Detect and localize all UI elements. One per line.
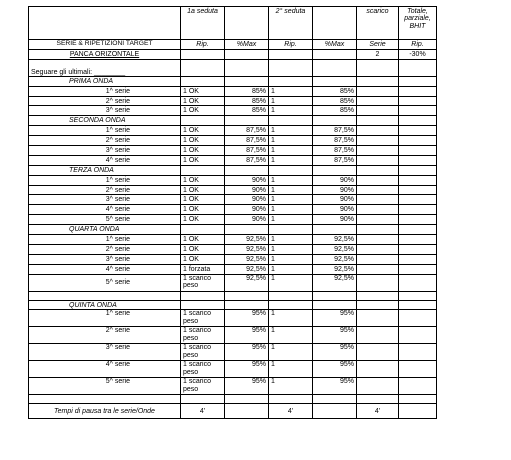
rip-session-2: 1 <box>269 175 313 185</box>
note-row <box>29 59 437 76</box>
rip-session-1: 1 OK <box>181 254 225 264</box>
rip-session-1: 1 scarico peso <box>181 327 225 344</box>
rip-session-1: 1 OK <box>181 96 225 106</box>
rip-session-2: 1 <box>269 146 313 156</box>
max-session-2: 95% <box>313 378 357 395</box>
rip-session-2: 1 <box>269 106 313 116</box>
rip-session-2: 1 <box>269 274 313 291</box>
spacer-row <box>29 395 437 404</box>
empty-cell <box>357 291 399 300</box>
serie-label: 2^ serie <box>29 185 181 195</box>
max-session-1: 92,5% <box>225 254 269 264</box>
empty-cell <box>181 165 225 175</box>
empty-cell <box>225 225 269 235</box>
empty-cell <box>399 300 437 310</box>
rest-time-session-1: 4' <box>181 404 225 419</box>
exercise-serie: 2 <box>357 49 399 59</box>
empty-cell <box>399 146 437 156</box>
max-session-2: 92,5% <box>313 254 357 264</box>
empty-cell <box>357 205 399 215</box>
max-session-2: 90% <box>313 205 357 215</box>
empty-cell <box>399 378 437 395</box>
wave-header-row <box>29 76 437 86</box>
empty-cell <box>399 165 437 175</box>
serie-label: 5^ serie <box>29 378 181 395</box>
max-session-1: 90% <box>225 215 269 225</box>
serie-row <box>29 195 437 205</box>
empty-cell <box>357 185 399 195</box>
empty-cell <box>399 175 437 185</box>
serie-label: 2^ serie <box>29 244 181 254</box>
subheader-serie: Serie <box>357 40 399 50</box>
max-session-1: 92,5% <box>225 274 269 291</box>
serie-label: 3^ serie <box>29 195 181 205</box>
header-totale: Totale, parziale, BHIT <box>399 7 437 40</box>
serie-label: 4^ serie <box>29 264 181 274</box>
empty-cell <box>269 291 313 300</box>
empty-cell <box>357 244 399 254</box>
serie-label: 1^ serie <box>29 175 181 185</box>
serie-row <box>29 244 437 254</box>
empty-cell <box>29 395 181 404</box>
rip-session-1: 1 forzata <box>181 264 225 274</box>
serie-label: 3^ serie <box>29 146 181 156</box>
max-session-2: 85% <box>313 106 357 116</box>
rip-session-1: 1 OK <box>181 205 225 215</box>
rip-session-1: 1 scarico peso <box>181 361 225 378</box>
empty-cell <box>357 264 399 274</box>
rip-session-2: 1 <box>269 215 313 225</box>
empty-cell <box>181 300 225 310</box>
wave-title: QUINTA ONDA <box>29 300 181 310</box>
max-session-1: 95% <box>225 361 269 378</box>
header-row <box>29 7 437 40</box>
rest-time-label: Tempi di pausa tra le serie/Onde <box>29 404 181 419</box>
max-session-2: 92,5% <box>313 235 357 245</box>
max-session-1: 90% <box>225 195 269 205</box>
rip-session-2: 1 <box>269 155 313 165</box>
wave-title: SECONDA ONDA <box>29 116 181 126</box>
empty-cell <box>357 225 399 235</box>
empty-cell <box>269 395 313 404</box>
serie-row <box>29 378 437 395</box>
empty-cell <box>181 76 225 86</box>
empty-cell <box>399 361 437 378</box>
serie-label: 5^ serie <box>29 215 181 225</box>
rip-session-2: 1 <box>269 235 313 245</box>
max-session-1: 95% <box>225 344 269 361</box>
serie-row <box>29 235 437 245</box>
empty-cell <box>357 86 399 96</box>
empty-cell <box>399 116 437 126</box>
wave-header-row <box>29 225 437 235</box>
serie-label: 2^ serie <box>29 96 181 106</box>
empty-cell <box>181 291 225 300</box>
empty-cell <box>357 165 399 175</box>
max-session-1: 87,5% <box>225 126 269 136</box>
empty-cell <box>399 310 437 327</box>
rip-session-1: 1 OK <box>181 195 225 205</box>
empty-cell <box>399 136 437 146</box>
max-session-1: 92,5% <box>225 244 269 254</box>
rip-session-2: 1 <box>269 126 313 136</box>
note-text: Seguare gli ultimali: ________ <box>29 59 181 76</box>
exercise-pct: -30% <box>399 49 437 59</box>
empty-cell <box>399 195 437 205</box>
serie-row <box>29 254 437 264</box>
rip-session-2: 1 <box>269 185 313 195</box>
max-session-2: 95% <box>313 361 357 378</box>
serie-row <box>29 106 437 116</box>
max-session-1: 90% <box>225 175 269 185</box>
serie-row <box>29 274 437 291</box>
max-session-2: 92,5% <box>313 244 357 254</box>
empty-cell <box>313 116 357 126</box>
serie-label: 3^ serie <box>29 106 181 116</box>
empty-cell <box>357 327 399 344</box>
empty-cell <box>399 254 437 264</box>
empty-cell <box>269 76 313 86</box>
rip-session-2: 1 <box>269 136 313 146</box>
max-session-2: 90% <box>313 195 357 205</box>
max-session-1: 92,5% <box>225 264 269 274</box>
empty-cell <box>357 395 399 404</box>
empty-cell <box>399 235 437 245</box>
empty-cell <box>399 86 437 96</box>
header-session-2: 2° seduta <box>269 7 313 40</box>
rip-session-1: 1 OK <box>181 244 225 254</box>
serie-row <box>29 327 437 344</box>
empty-cell <box>357 361 399 378</box>
max-session-1: 87,5% <box>225 136 269 146</box>
subheader-rip-1: Rip. <box>181 40 225 50</box>
empty-cell <box>357 126 399 136</box>
subheader-max-1: %Max <box>225 40 269 50</box>
empty-cell <box>313 300 357 310</box>
wave-header-row <box>29 165 437 175</box>
rip-session-2: 1 <box>269 361 313 378</box>
serie-label: 4^ serie <box>29 205 181 215</box>
empty-cell <box>399 274 437 291</box>
empty-cell <box>399 244 437 254</box>
serie-row <box>29 155 437 165</box>
serie-row <box>29 175 437 185</box>
exercise-name: PANCA ORIZONTALE <box>29 49 181 59</box>
empty-cell <box>357 378 399 395</box>
empty-cell <box>357 116 399 126</box>
rip-session-1: 1 OK <box>181 185 225 195</box>
header-blank-2 <box>313 7 357 40</box>
empty-cell <box>357 96 399 106</box>
rip-session-1: 1 OK <box>181 136 225 146</box>
empty-cell <box>313 395 357 404</box>
max-session-1: 85% <box>225 96 269 106</box>
empty-cell <box>29 291 181 300</box>
empty-cell <box>357 274 399 291</box>
empty-cell <box>225 291 269 300</box>
serie-row <box>29 86 437 96</box>
serie-row <box>29 310 437 327</box>
empty-cell <box>399 155 437 165</box>
serie-label: 4^ serie <box>29 361 181 378</box>
rest-time-scarico: 4' <box>357 404 399 419</box>
wave-header-row <box>29 116 437 126</box>
serie-row <box>29 264 437 274</box>
max-session-2: 95% <box>313 344 357 361</box>
rip-session-2: 1 <box>269 310 313 327</box>
empty-cell <box>357 76 399 86</box>
wave-title: TERZA ONDA <box>29 165 181 175</box>
max-session-1: 90% <box>225 205 269 215</box>
rip-session-2: 1 <box>269 264 313 274</box>
max-session-2: 90% <box>313 175 357 185</box>
max-session-1: 85% <box>225 86 269 96</box>
empty-cell <box>357 136 399 146</box>
rip-session-1: 1 scarico peso <box>181 310 225 327</box>
empty-cell <box>399 76 437 86</box>
rip-session-2: 1 <box>269 86 313 96</box>
empty-cell <box>357 175 399 185</box>
max-session-1: 95% <box>225 378 269 395</box>
empty-cell <box>357 235 399 245</box>
rip-session-2: 1 <box>269 195 313 205</box>
serie-row <box>29 344 437 361</box>
rip-session-1: 1 OK <box>181 215 225 225</box>
max-session-2: 87,5% <box>313 126 357 136</box>
empty-cell <box>225 116 269 126</box>
rip-session-2: 1 <box>269 96 313 106</box>
empty-cell <box>357 195 399 205</box>
empty-cell <box>357 310 399 327</box>
empty-cell <box>399 215 437 225</box>
max-session-1: 87,5% <box>225 146 269 156</box>
empty-cell <box>399 185 437 195</box>
serie-row <box>29 361 437 378</box>
max-session-2: 95% <box>313 327 357 344</box>
empty-cell <box>357 215 399 225</box>
empty-cell <box>399 205 437 215</box>
max-session-2: 87,5% <box>313 136 357 146</box>
rip-session-1: 1 scarico peso <box>181 344 225 361</box>
rip-session-2: 1 <box>269 327 313 344</box>
serie-label: 3^ serie <box>29 254 181 264</box>
max-session-2: 90% <box>313 185 357 195</box>
empty-cell <box>357 344 399 361</box>
max-session-1: 90% <box>225 185 269 195</box>
rip-session-1: 1 OK <box>181 155 225 165</box>
empty-cell <box>313 165 357 175</box>
footer-row <box>29 404 437 419</box>
serie-row <box>29 215 437 225</box>
empty-cell <box>269 300 313 310</box>
max-session-2: 85% <box>313 86 357 96</box>
rip-session-1: 1 OK <box>181 106 225 116</box>
exercise-row <box>29 49 437 59</box>
serie-label: 4^ serie <box>29 155 181 165</box>
max-session-2: 90% <box>313 215 357 225</box>
empty-cell <box>357 254 399 264</box>
header-scarico: scarico <box>357 7 399 40</box>
rip-session-2: 1 <box>269 378 313 395</box>
empty-cell <box>269 225 313 235</box>
rest-time-session-2: 4' <box>269 404 313 419</box>
empty-cell <box>225 165 269 175</box>
empty-cell <box>399 327 437 344</box>
serie-label: 3^ serie <box>29 344 181 361</box>
header-corner <box>29 7 181 40</box>
subheader-row <box>29 40 437 50</box>
rip-session-1: 1 OK <box>181 175 225 185</box>
max-session-1: 92,5% <box>225 235 269 245</box>
empty-cell <box>399 264 437 274</box>
empty-cell <box>225 404 269 419</box>
empty-cell <box>181 116 225 126</box>
max-session-2: 87,5% <box>313 155 357 165</box>
empty-cell <box>313 76 357 86</box>
empty-cell <box>225 76 269 86</box>
rip-session-1: 1 scarico peso <box>181 378 225 395</box>
max-session-1: 85% <box>225 106 269 116</box>
empty-cell <box>399 106 437 116</box>
empty-cell <box>399 225 437 235</box>
serie-row <box>29 136 437 146</box>
wave-header-row <box>29 300 437 310</box>
serie-label: 5^ serie <box>29 274 181 291</box>
training-table <box>28 6 437 419</box>
rip-session-2: 1 <box>269 344 313 361</box>
max-session-1: 95% <box>225 310 269 327</box>
serie-label: 2^ serie <box>29 136 181 146</box>
rip-session-2: 1 <box>269 254 313 264</box>
empty-cell <box>313 225 357 235</box>
empty-cell <box>357 146 399 156</box>
empty-cell <box>399 291 437 300</box>
rip-session-2: 1 <box>269 244 313 254</box>
serie-row <box>29 205 437 215</box>
max-session-2: 87,5% <box>313 146 357 156</box>
empty-cell <box>313 404 357 419</box>
rip-session-1: 1 OK <box>181 126 225 136</box>
max-session-2: 95% <box>313 310 357 327</box>
rip-session-1: 1 OK <box>181 235 225 245</box>
subheader-max-2: %Max <box>313 40 357 50</box>
empty-cell <box>181 225 225 235</box>
wave-title: PRIMA ONDA <box>29 76 181 86</box>
header-session-1: 1a seduta <box>181 7 225 40</box>
subheader-rip-2: Rip. <box>269 40 313 50</box>
serie-label: 2^ serie <box>29 327 181 344</box>
empty-cell <box>399 96 437 106</box>
serie-row <box>29 146 437 156</box>
rip-session-1: 1 scarico peso <box>181 274 225 291</box>
serie-label: 1^ serie <box>29 235 181 245</box>
empty-cell <box>357 106 399 116</box>
empty-cell <box>399 395 437 404</box>
max-session-1: 95% <box>225 327 269 344</box>
max-session-2: 92,5% <box>313 274 357 291</box>
empty-cell <box>399 344 437 361</box>
rip-session-1: 1 OK <box>181 146 225 156</box>
subheader-label: SERIE & RIPETIZIONI TARGET <box>29 40 181 50</box>
subheader-rip-3: Rip. <box>399 40 437 50</box>
empty-cell <box>357 155 399 165</box>
serie-row <box>29 96 437 106</box>
spacer-row <box>29 291 437 300</box>
empty-cell <box>269 165 313 175</box>
empty-cell <box>313 291 357 300</box>
max-session-1: 87,5% <box>225 155 269 165</box>
rip-session-2: 1 <box>269 205 313 215</box>
empty-cell <box>357 300 399 310</box>
empty-cell <box>269 116 313 126</box>
wave-title: QUARTA ONDA <box>29 225 181 235</box>
empty-cell <box>399 126 437 136</box>
serie-row <box>29 126 437 136</box>
serie-label: 1^ serie <box>29 86 181 96</box>
serie-label: 1^ serie <box>29 126 181 136</box>
max-session-2: 92,5% <box>313 264 357 274</box>
empty-cell <box>181 395 225 404</box>
serie-row <box>29 185 437 195</box>
max-session-2: 85% <box>313 96 357 106</box>
header-blank-1 <box>225 7 269 40</box>
empty-cell <box>225 395 269 404</box>
empty-cell <box>225 300 269 310</box>
empty-cell <box>399 404 437 419</box>
serie-label: 1^ serie <box>29 310 181 327</box>
rip-session-1: 1 OK <box>181 86 225 96</box>
